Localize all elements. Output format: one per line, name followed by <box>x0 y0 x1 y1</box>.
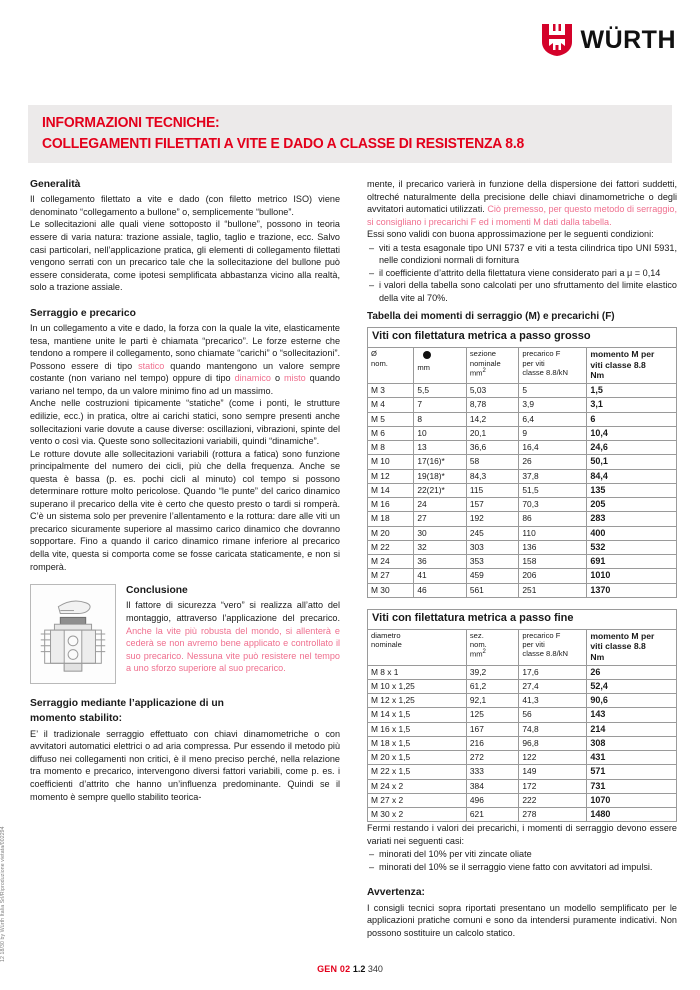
condition-item: – i valori della tabella sono calcolati per uno sfruttamento del limite elastico della vite al 70%. <box>367 279 677 304</box>
header-torque-line2: viti classe 8.8 <box>590 359 646 370</box>
footer-page-number: 340 <box>367 964 383 974</box>
header-fine-preload <box>519 629 587 665</box>
footer-version: 1.2 <box>352 964 366 974</box>
table-row <box>368 540 677 554</box>
cell-value: 36 <box>414 555 467 569</box>
cell-designation: M 8 x 1 <box>368 665 467 679</box>
header-fine-section-line1: sez. <box>469 630 484 640</box>
cell-value: 245 <box>466 526 519 540</box>
header-fine-torque-line2: viti classe 8.8 <box>590 641 646 652</box>
cell-designation: M 27 <box>368 569 414 583</box>
cell-torque: 84,4 <box>587 469 677 483</box>
cell-designation: M 12 x 1,25 <box>368 694 467 708</box>
cell-value: 27 <box>414 512 467 526</box>
cell-designation: M 12 <box>368 469 414 483</box>
brand-logo <box>542 24 676 56</box>
serraggio-p1-part-a: In un collegamento a vite e dado, la forza con la quale la vite, elasticamente tesa, mantiene unite le parti è chiamata “precarico”. Le forze esterne che tendono a rompere il collegamento, sono chiamate “carichi” o “sollecitazioni”. Possono essere di tipo <box>30 323 340 371</box>
cell-torque: 1070 <box>587 793 677 807</box>
condition-item: – il coefficiente d’attrito della filettatura viene considerato pari a μ = 0,14 <box>367 267 677 280</box>
cell-value: 621 <box>466 808 519 822</box>
cell-designation: M 22 <box>368 540 414 554</box>
conclusione-text-block <box>126 584 340 684</box>
header-section-line1: sezione <box>469 349 497 359</box>
cell-value: 353 <box>466 555 519 569</box>
cell-value: 7 <box>414 398 467 412</box>
right-intro-part-a: mente, il precarico varierà in funzione della dispersione dei fattori suddetti, oltreché naturalmente della precisione delle chiavi dinamometriche o degli avvitatori automatici utilizzati. <box>367 179 677 215</box>
table-row <box>368 808 677 822</box>
table-row <box>368 441 677 455</box>
cell-value: 70,3 <box>519 498 587 512</box>
cell-torque: 24,6 <box>587 441 677 455</box>
cell-value: 158 <box>519 555 587 569</box>
table-row <box>368 455 677 469</box>
table-coarse-body <box>368 384 677 598</box>
heading-conclusione: Conclusione <box>126 585 188 597</box>
cell-value: 96,8 <box>519 736 587 750</box>
header-torque-line3: Nm <box>590 370 605 381</box>
heading-serraggio-precarico: Serraggio e precarico <box>30 307 136 319</box>
table-fine-band-row <box>368 609 677 629</box>
cell-designation: M 4 <box>368 398 414 412</box>
cell-value: 37,8 <box>519 469 587 483</box>
side-copyright-credit: 12 18/30 by Würth Italia Srl/Riproduzione vietata/002294 <box>0 826 6 962</box>
header-section-unit: mm <box>469 368 483 378</box>
cell-value: 216 <box>466 736 519 750</box>
footer-chapter-code: GEN 02 <box>317 964 351 974</box>
cell-value: 92,1 <box>466 694 519 708</box>
right-conditions-lead: Essi sono validi con buona approssimazione per le seguenti condizioni: <box>367 229 654 240</box>
page-title-band <box>28 105 672 163</box>
header-preload <box>519 348 587 384</box>
conclusione-highlight: Anche la vite più robusta del mondo, si allenterà e cederà se non avremo bene applicato e controllato il suo precarico. Nessuna vite può resistere nel tempo a uno sforzo superiore al suo precarico. <box>126 625 340 674</box>
header-nominal-diameter <box>368 629 467 665</box>
cell-designation: M 16 x 1,5 <box>368 722 467 736</box>
cell-value: 222 <box>519 793 587 807</box>
header-diameter-unit: nom. <box>371 358 388 368</box>
table-coarse-pitch <box>367 327 677 598</box>
cell-torque: 431 <box>587 751 677 765</box>
cell-value: 272 <box>466 751 519 765</box>
cell-value: 251 <box>519 583 587 597</box>
cell-value: 36,6 <box>466 441 519 455</box>
header-fine-preload-line1: precarico F <box>522 630 561 640</box>
page-title-line1: INFORMAZIONI TECNICHE: <box>42 115 220 131</box>
cell-value: 30 <box>414 526 467 540</box>
cell-designation: M 10 x 1,25 <box>368 679 467 693</box>
header-fine-section-exponent: 2 <box>482 649 486 656</box>
header-fine-section-line3 <box>470 649 516 659</box>
cell-designation: M 22 x 1,5 <box>368 765 467 779</box>
cell-torque: 400 <box>587 526 677 540</box>
cell-value: 110 <box>519 526 587 540</box>
cell-value: 333 <box>466 765 519 779</box>
header-preload-line2: per viti <box>522 358 545 368</box>
cell-torque: 1480 <box>587 808 677 822</box>
cell-value: 14,2 <box>466 412 519 426</box>
cell-value: 384 <box>466 779 519 793</box>
header-torque <box>587 348 677 384</box>
table-row <box>368 555 677 569</box>
cell-designation: M 30 <box>368 583 414 597</box>
cell-value: 115 <box>466 483 519 497</box>
cell-value: 10 <box>414 426 467 440</box>
brand-wordmark: WÜRTH <box>580 25 676 54</box>
table-row <box>368 384 677 398</box>
cell-value: 86 <box>519 512 587 526</box>
cell-designation: M 27 x 2 <box>368 793 467 807</box>
bolted-joint-illustration-icon <box>31 585 115 683</box>
cell-value: 13 <box>414 441 467 455</box>
cell-value: 61,2 <box>466 679 519 693</box>
cell-value: 41 <box>414 569 467 583</box>
cell-value: 5,03 <box>466 384 519 398</box>
cell-designation: M 14 <box>368 483 414 497</box>
cell-value: 17(16)* <box>414 455 467 469</box>
avvertenza-paragraph: I consigli tecnici sopra riportati presentano un modello semplificato per le applicazioni pratiche comuni e sono da intendersi puramente indicativi. Non possono sostituire un calcolo statico. <box>367 902 677 938</box>
cell-value: 20,1 <box>466 426 519 440</box>
cell-designation: M 24 x 2 <box>368 779 467 793</box>
header-nominal-section <box>466 348 519 384</box>
cell-value: 278 <box>519 808 587 822</box>
table-row <box>368 483 677 497</box>
hex-nut-icon <box>423 351 431 359</box>
cell-designation: M 8 <box>368 441 414 455</box>
table-row <box>368 512 677 526</box>
header-section-line3 <box>470 368 516 378</box>
cell-designation: M 18 x 1,5 <box>368 736 467 750</box>
cell-value: 27,4 <box>519 679 587 693</box>
cell-value: 39,2 <box>466 665 519 679</box>
table-row <box>368 679 677 693</box>
cell-value: 122 <box>519 751 587 765</box>
right-column <box>367 178 677 939</box>
cell-value: 125 <box>466 708 519 722</box>
page-footer <box>0 964 700 974</box>
cell-value: 19(18)* <box>414 469 467 483</box>
header-key-width <box>414 348 467 384</box>
cell-torque: 571 <box>587 765 677 779</box>
page-title-line2: COLLEGAMENTI FILETTATI A VITE E DADO A CLASSE DI RESISTENZA 8.8 <box>42 135 525 152</box>
cell-value: 41,3 <box>519 694 587 708</box>
serraggio-momento-paragraph: E’ il tradizionale serraggio effettuato con chiavi dinamometriche o con avvitatori automatici elettrici o ad aria compressa. Pur essendo il metodo più diffuso nei collegamenti non critici, è il meno preciso perché, nella relazione tra momento e precarico, intervengono diversi fattori variabili, come p. es. i coefficienti d’attrito che hanno un’influenza predominante. Quindi se il momento è sempre quello stabilito teorica- <box>30 728 340 802</box>
cell-torque: 308 <box>587 736 677 750</box>
cell-value: 51,5 <box>519 483 587 497</box>
header-fine-section-line2: nom. <box>469 640 487 649</box>
heading-serraggio-momento-line2: momento stabilito: <box>30 713 123 725</box>
table-row <box>368 751 677 765</box>
table-row <box>368 498 677 512</box>
table-fine-pitch-block <box>367 609 677 823</box>
cell-value: 6,4 <box>519 412 587 426</box>
cell-value: 26 <box>519 455 587 469</box>
cell-value: 206 <box>519 569 587 583</box>
wuerth-shield-icon <box>542 24 572 56</box>
header-diameter-symbol: Ø <box>371 349 377 359</box>
header-section-exponent: 2 <box>482 367 486 374</box>
cell-value: 16,4 <box>519 441 587 455</box>
cell-value: 8 <box>414 412 467 426</box>
tables-caption: Tabella dei momenti di serraggio (M) e precarichi (F) <box>367 311 615 323</box>
header-fine-torque <box>587 629 677 665</box>
cell-torque: 214 <box>587 722 677 736</box>
cell-value: 3,9 <box>519 398 587 412</box>
cell-value: 5 <box>519 384 587 398</box>
cell-torque: 205 <box>587 498 677 512</box>
highlight-dinamico: dinamico <box>234 373 271 384</box>
conclusione-text-a: Il fattore di sicurezza “vero” si realizza all’atto del montaggio, attraverso l’applicazione del precarico. <box>126 600 340 623</box>
table-fine-body <box>368 665 677 822</box>
cell-torque: 135 <box>587 483 677 497</box>
table-coarse-header-row <box>368 348 677 384</box>
header-fine-torque-line1: momento M per <box>590 630 655 641</box>
table-row <box>368 569 677 583</box>
cell-value: 157 <box>466 498 519 512</box>
heading-generalita: Generalità <box>30 179 81 190</box>
table-fine-header-row <box>368 629 677 665</box>
cell-designation: M 18 <box>368 512 414 526</box>
cell-value: 167 <box>466 722 519 736</box>
cell-value: 192 <box>466 512 519 526</box>
table-coarse-band-row <box>368 328 677 348</box>
cell-torque: 731 <box>587 779 677 793</box>
header-preload-line1: precarico F <box>522 349 561 359</box>
header-section-line2: nominale <box>469 358 501 368</box>
header-key-width-unit: mm <box>417 362 430 372</box>
header-fine-preload-line2: per viti <box>522 640 545 649</box>
cell-designation: M 16 <box>368 498 414 512</box>
cell-value: 24 <box>414 498 467 512</box>
cell-torque: 532 <box>587 540 677 554</box>
cell-designation: M 10 <box>368 455 414 469</box>
notes-lead: Fermi restando i valori dei precarichi, i momenti di serraggio devono essere variati nei seguenti casi: <box>367 823 677 846</box>
serraggio-p1-part-b: quando mantengono un valore sempre costante (non variano nel tempo) oppure di tipo <box>30 360 341 384</box>
cell-value: 561 <box>466 583 519 597</box>
header-nominal-diameter-line1: diametro <box>371 630 401 640</box>
cell-torque: 1,5 <box>587 384 677 398</box>
left-column <box>30 178 340 803</box>
cell-torque: 691 <box>587 555 677 569</box>
cell-torque: 26 <box>587 665 677 679</box>
table-row <box>368 736 677 750</box>
cell-torque: 50,1 <box>587 455 677 469</box>
cell-torque: 52,4 <box>587 679 677 693</box>
header-fine-section <box>466 629 519 665</box>
cell-value: 5,5 <box>414 384 467 398</box>
cell-designation: M 20 x 1,5 <box>368 751 467 765</box>
serraggio-p1-part-c: o <box>270 373 284 384</box>
right-intro-highlight: Ciò premesso, per questo metodo di serraggio, si consigliano i precarichi F ed i momenti M dati dalla tabella. <box>367 204 677 227</box>
cell-value: 459 <box>466 569 519 583</box>
conclusione-block <box>30 584 340 684</box>
cell-designation: M 24 <box>368 555 414 569</box>
generalita-paragraph-1: Il collegamento filettato a vite e dado (con filetto metrico ISO) viene denominato “collegamento a bullone” o, semplicemente “bullone”. <box>30 194 340 217</box>
table-row <box>368 526 677 540</box>
condition-item: – viti a testa esagonale tipo UNI 5737 e viti a testa cilindrica tipo UNI 5931, nelle condizioni normali di fornitura <box>367 242 677 267</box>
notes-list <box>367 848 677 873</box>
bolted-joint-diagram-image <box>30 584 116 684</box>
cell-value: 74,8 <box>519 722 587 736</box>
cell-torque: 1370 <box>587 583 677 597</box>
cell-value: 303 <box>466 540 519 554</box>
table-row <box>368 469 677 483</box>
cell-designation: M 30 x 2 <box>368 808 467 822</box>
conditions-list <box>367 242 677 305</box>
table-row <box>368 398 677 412</box>
note-item: – minorati del 10% se il serraggio viene fatto con avvitatori ad impulsi. <box>367 861 677 874</box>
table-row <box>368 779 677 793</box>
cell-designation: M 20 <box>368 526 414 540</box>
table-row <box>368 722 677 736</box>
cell-designation: M 3 <box>368 384 414 398</box>
table-row <box>368 708 677 722</box>
cell-torque: 6 <box>587 412 677 426</box>
conclusione-paragraph <box>126 599 340 674</box>
table-row <box>368 793 677 807</box>
cell-value: 32 <box>414 540 467 554</box>
cell-value: 149 <box>519 765 587 779</box>
tables-section <box>367 310 677 597</box>
cell-torque: 90,6 <box>587 694 677 708</box>
cell-value: 172 <box>519 779 587 793</box>
generalita-paragraph-2: Le sollecitazioni alle quali viene sottoposto il “bullone”, possono in teoria essere di varia natura: trazione assiale, taglio, taglio e trazione, ecc. Salvo casi particolari, nell’applicazione pratica, gli elementi di collegamento filettati vengono serrati con un precarico tale che la sollecitazione del bullone può essere considerata, come ipotesi semplificata abbastanza vicino alla realtà, solo a trazione assiale. <box>30 219 340 293</box>
table-row <box>368 426 677 440</box>
cell-value: 84,3 <box>466 469 519 483</box>
table-row <box>368 765 677 779</box>
right-intro-paragraph <box>367 178 677 228</box>
serraggio-paragraph-3: Le rotture dovute alle sollecitazioni variabili (rottura a fatica) sono funzione principalmente del numero dei cicli, più che della frequenza. Anche se questa è bassa (p. es. pochi cicli al minuto) col tempo si possono determinare rotture molto pericolose. Quando “le punte” del carico dinamico superano il precarico della vite è certo che questo presto o tardi si romperà. C’è un sistema solo per prevenire l’allentamento e la rottura: dare alle viti un precarico sicuramente superiore al massimo carico dinamico che dovranno sopportare. Fino a quando il carico dinamico rimane inferiore al precarico della vite, questa si comporta come se fosse caricata staticamente, e non si romperà. <box>30 448 340 572</box>
cell-designation: M 5 <box>368 412 414 426</box>
header-torque-line1: momento M per <box>590 349 655 360</box>
highlight-misto: misto <box>283 373 306 384</box>
heading-serraggio-momento-line1: Serraggio mediante l’applicazione di un <box>30 698 224 710</box>
cell-value: 17,6 <box>519 665 587 679</box>
serraggio-p1-part-d: quando variano nel tempo, da un valore minimo fino ad un massimo. <box>30 373 341 396</box>
heading-avvertenza: Avvertenza: <box>367 887 425 899</box>
cell-value: 46 <box>414 583 467 597</box>
cell-designation: M 6 <box>368 426 414 440</box>
cell-torque: 283 <box>587 512 677 526</box>
cell-torque: 143 <box>587 708 677 722</box>
cell-value: 496 <box>466 793 519 807</box>
table-row <box>368 583 677 597</box>
table-coarse-band-title: Viti con filettatura metrica a passo grosso <box>368 328 677 348</box>
header-fine-preload-line3: classe 8.8/kN <box>522 649 568 659</box>
serraggio-paragraph-1 <box>30 322 340 397</box>
cell-value: 136 <box>519 540 587 554</box>
cell-torque: 3,1 <box>587 398 677 412</box>
table-row <box>368 694 677 708</box>
cell-value: 8,78 <box>466 398 519 412</box>
table-row <box>368 665 677 679</box>
table-fine-pitch <box>367 609 677 823</box>
cell-designation: M 14 x 1,5 <box>368 708 467 722</box>
table-fine-band-title: Viti con filettatura metrica a passo fine <box>368 609 677 629</box>
header-fine-section-unit: mm <box>469 650 483 660</box>
note-item: – minorati del 10% per viti zincate oliate <box>367 848 677 861</box>
highlight-statico: statico <box>138 360 165 371</box>
cell-torque: 10,4 <box>587 426 677 440</box>
header-fine-torque-line3: Nm <box>590 651 605 662</box>
header-preload-line3: classe 8.8/kN <box>522 367 568 377</box>
header-diameter <box>368 348 414 384</box>
header-nominal-diameter-line2: nominale <box>371 640 402 649</box>
cell-torque: 1010 <box>587 569 677 583</box>
serraggio-paragraph-2: Anche nelle costruzioni tipicamente “statiche” (come i ponti, le strutture edilizie, ecc.) in pratica, oltre ai carichi statici, sono sempre presenti anche sollecitazioni varie dovute a cause diverse: oscillazioni, vibrazioni, spinte del vento o così via. Queste sono sollecitazioni variabili, quindi “dinamiche”. <box>30 398 340 447</box>
table-row <box>368 412 677 426</box>
cell-value: 56 <box>519 708 587 722</box>
cell-value: 22(21)* <box>414 483 467 497</box>
cell-value: 58 <box>466 455 519 469</box>
cell-value: 9 <box>519 426 587 440</box>
